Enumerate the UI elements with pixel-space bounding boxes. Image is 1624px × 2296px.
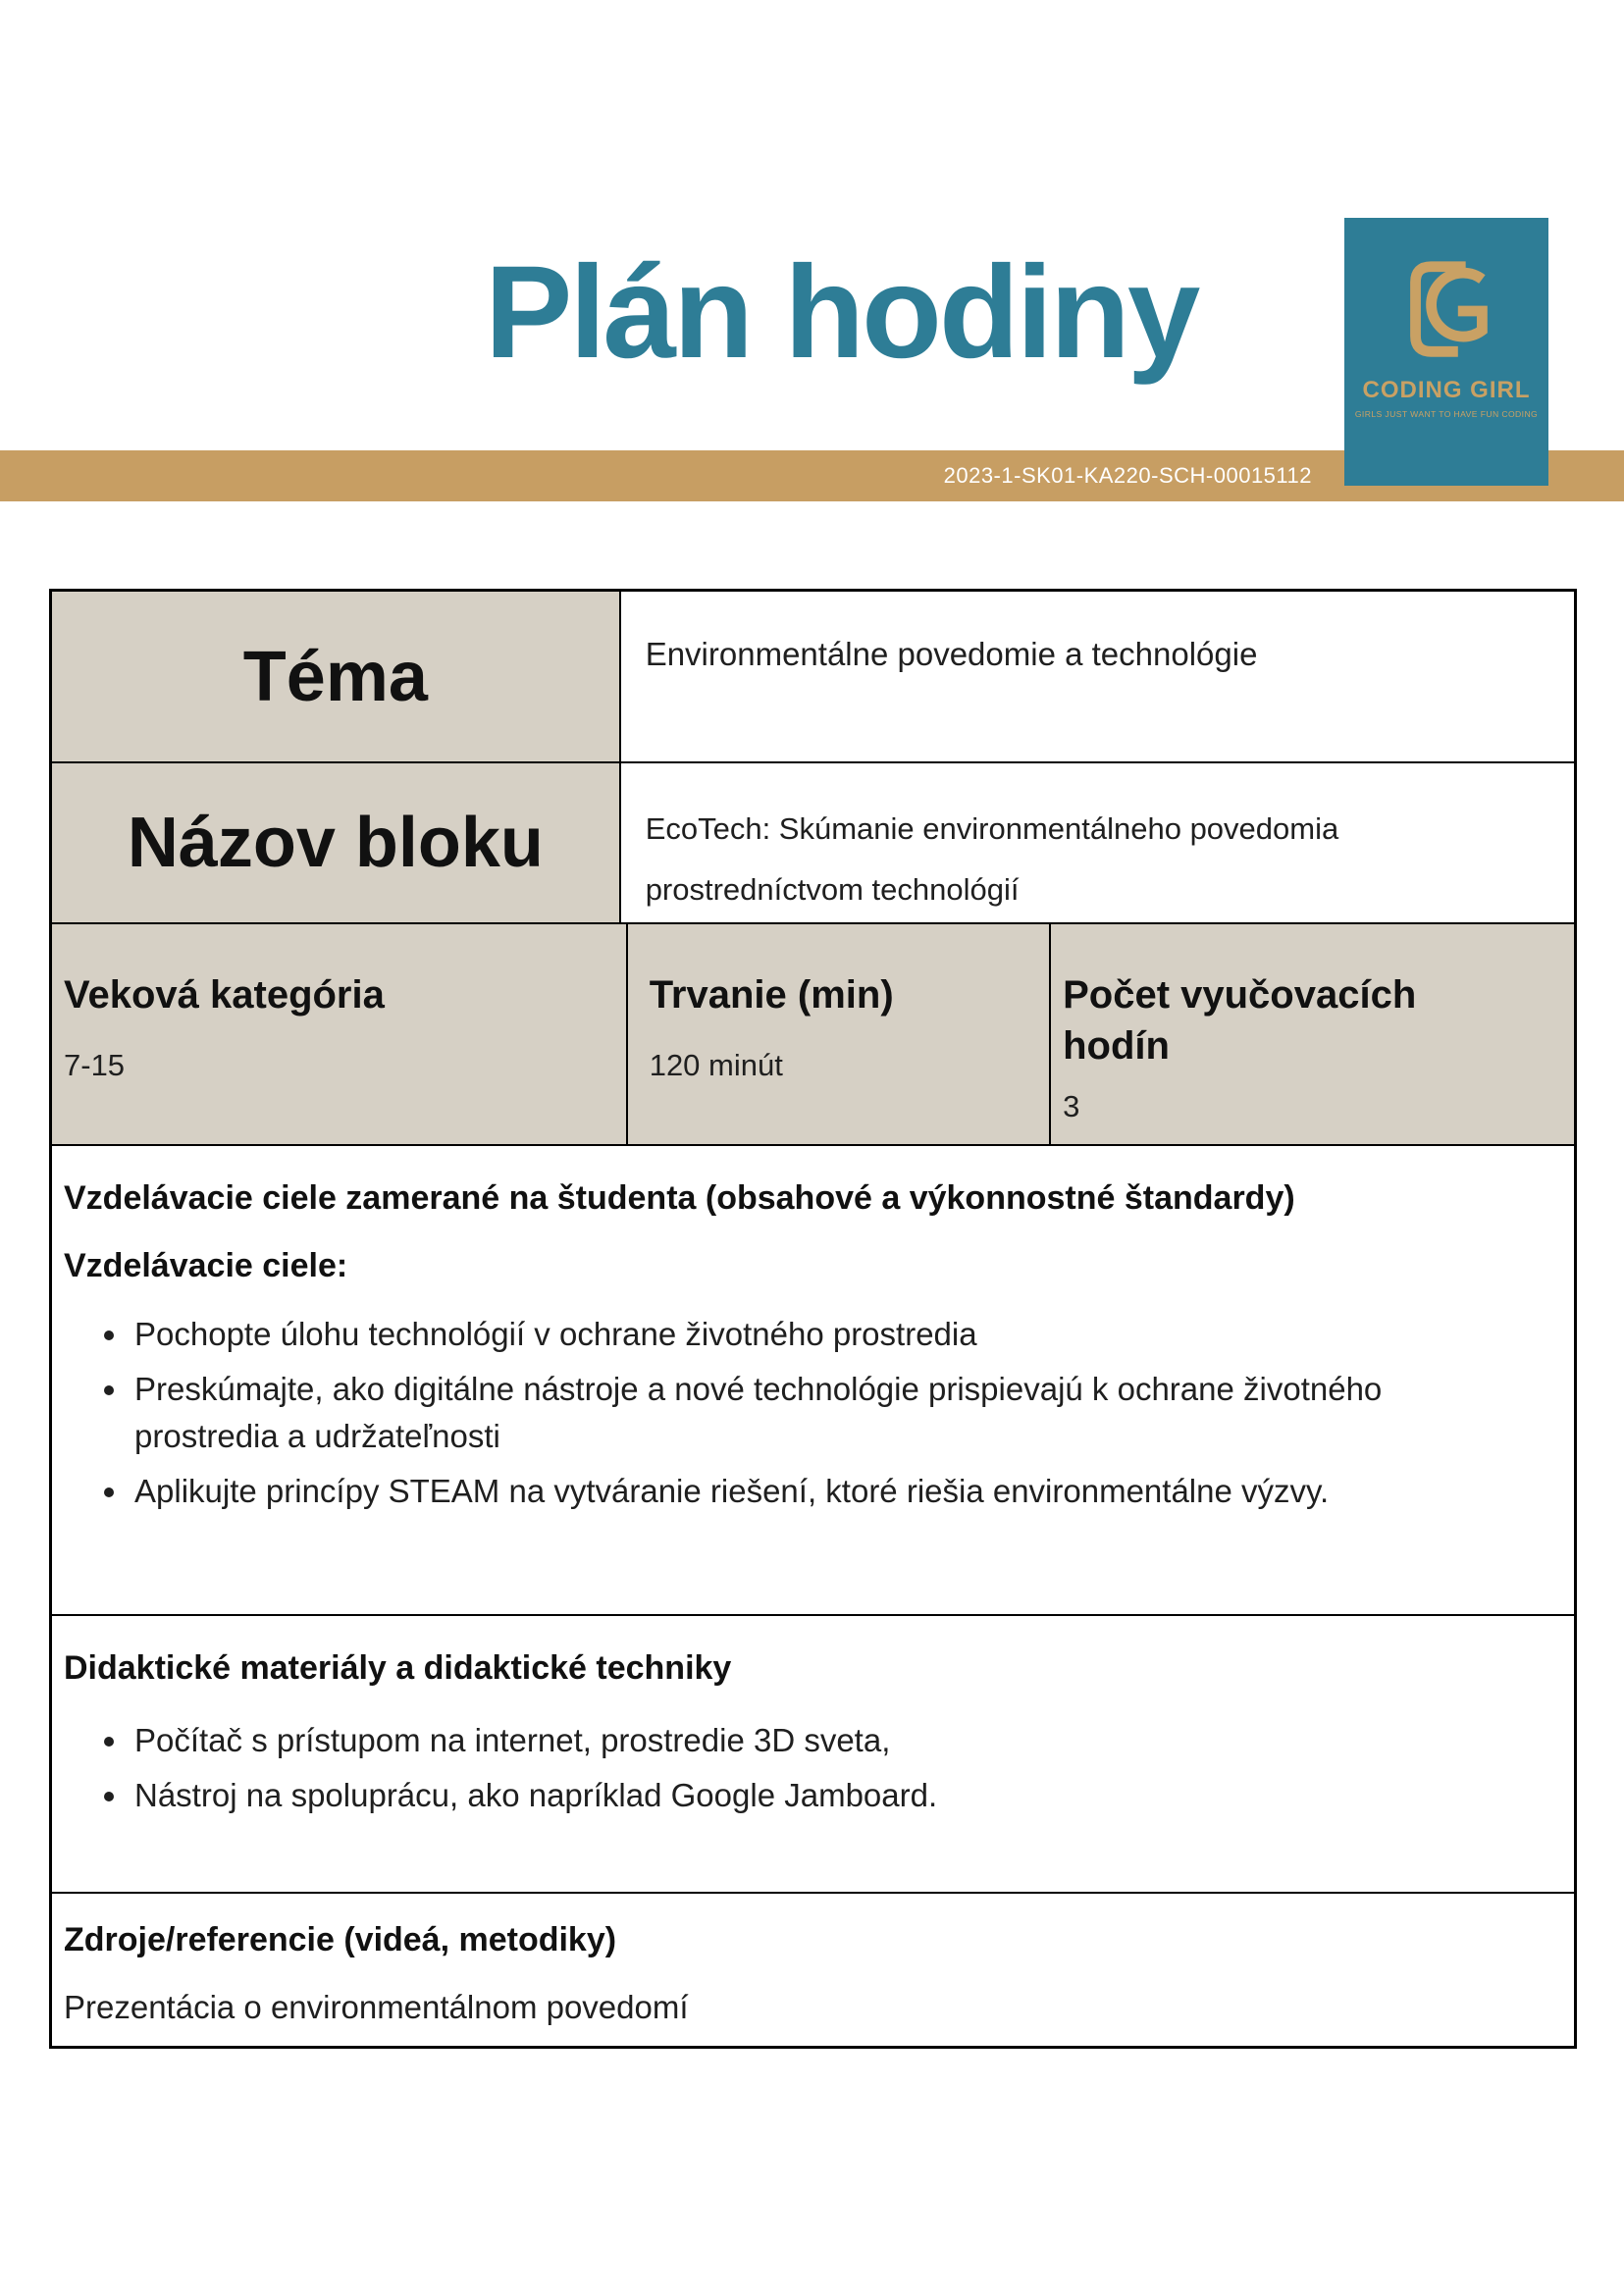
cg-monogram-icon (1388, 247, 1504, 373)
materialy-heading: Didaktické materiály a didaktické techniky (64, 1649, 732, 1687)
list-item: • Pochopte úlohu technológií v ochrane životného prostredia (131, 1311, 1535, 1358)
pocet-hodin-value: 3 (1063, 1089, 1080, 1123)
table-row-materialy (52, 1614, 1574, 1892)
materialy-list (64, 1717, 1535, 1819)
ciele-cell (52, 1146, 1574, 1614)
ciele-subheading: Vzdelávacie ciele: (64, 1247, 348, 1284)
coding-girl-logo (1344, 218, 1548, 486)
trvanie-cell (626, 924, 1049, 1144)
ciele-heading: Vzdelávacie ciele zamerané na študenta (obsahové a výkonnostné štandardy) (64, 1179, 1295, 1217)
vekova-kategoria-cell (52, 924, 626, 1144)
pocet-hodin-cell (1049, 924, 1574, 1144)
table-row-nazov-bloku (52, 761, 1574, 922)
tema-label: Téma (52, 592, 619, 761)
zdroje-heading: Zdroje/referencie (videá, metodiky) (64, 1921, 617, 1958)
table-row-zdroje (52, 1892, 1574, 2046)
trvanie-value: 120 minút (649, 1048, 783, 1082)
logo-tagline: GIRLS JUST WANT TO HAVE FUN CODING (1354, 409, 1539, 419)
lesson-plan-table (49, 589, 1577, 2049)
list-item: • Aplikujte princípy STEAM na vytváranie riešení, ktoré riešia environmentálne výzvy. (131, 1468, 1535, 1515)
tema-value: Environmentálne povedomie a technológie (619, 592, 1574, 761)
list-item: • Nástroj na spoluprácu, ako napríklad Google Jamboard. (131, 1772, 1535, 1819)
trvanie-label: Trvanie (min) (649, 973, 894, 1017)
vekova-kategoria-label: Veková kategória (64, 973, 385, 1017)
project-reference-number: 2023-1-SK01-KA220-SCH-00015112 (943, 463, 1312, 488)
page-title: Plán hodiny (485, 239, 1198, 386)
table-row-tema (52, 592, 1574, 761)
table-row-meta (52, 922, 1574, 1144)
list-item: • Počítač s prístupom na internet, prostredie 3D sveta, (131, 1717, 1535, 1764)
vekova-kategoria-value: 7-15 (64, 1048, 126, 1082)
zdroje-cell (52, 1894, 1574, 2046)
logo-name: CODING GIRL (1362, 377, 1531, 403)
nazov-bloku-value: EcoTech: Skúmanie environmentálneho povedomia prostredníctvom technológií (619, 763, 1574, 922)
materialy-cell (52, 1616, 1574, 1892)
ciele-list (64, 1311, 1535, 1514)
zdroje-text: Prezentácia o environmentálnom povedomí (64, 1989, 689, 2025)
list-item: • Preskúmajte, ako digitálne nástroje a nové technológie prispievajú k ochrane životného prostredia a udržateľnosti (131, 1366, 1508, 1460)
pocet-hodin-label: Počet vyučovacích hodín (1063, 973, 1417, 1068)
table-row-ciele (52, 1144, 1574, 1614)
nazov-bloku-label: Názov bloku (52, 763, 619, 922)
